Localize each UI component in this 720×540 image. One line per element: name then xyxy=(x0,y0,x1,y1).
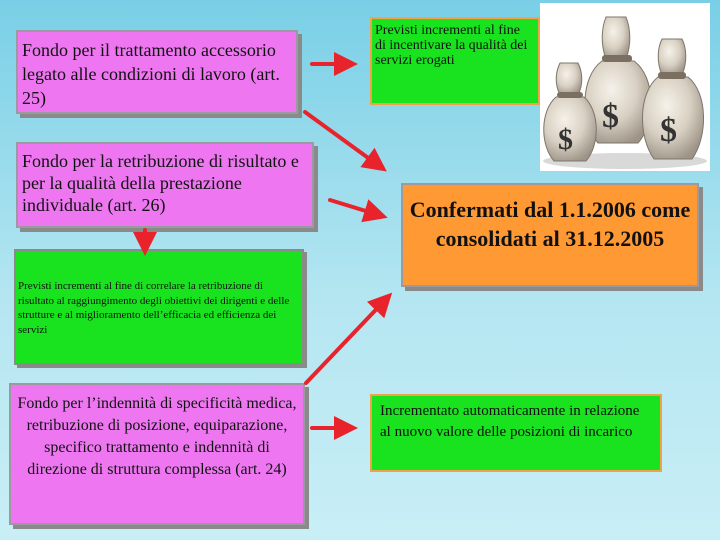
fund-box-medical-allowance xyxy=(9,383,305,525)
note-box-correlate-increase xyxy=(14,249,304,365)
arrow-indennita-to-confermati xyxy=(306,297,388,383)
fund-box-medical-allowance-text: Fondo per l’indennità di specificità medica, retribuzione di posizione, equiparazione, specifico trattamento e indennità di direzione di struttura complessa (art. 24) xyxy=(17,395,297,478)
fund-box-result-pay-text: Fondo per la retribuzione di risultato e per la qualità della prestazione individuale (art. 26) xyxy=(22,151,299,215)
fund-box-working-conditions xyxy=(16,30,298,114)
svg-text:$: $ xyxy=(660,112,677,149)
money-bags-illustration xyxy=(540,3,710,171)
arrow-retribuzione-to-confermati xyxy=(330,200,382,216)
note-box-incentive-increase xyxy=(370,17,540,105)
note-box-incentive-increase-text: Previsti incrementi al fine di incentivare la qualità dei servizi erogati xyxy=(375,23,528,68)
svg-text:$: $ xyxy=(602,98,619,135)
fund-box-result-pay xyxy=(16,142,314,228)
svg-text:$: $ xyxy=(558,123,573,156)
note-box-confirmed-text: Confermati dal 1.1.2006 come consolidati al 31.12.2005 xyxy=(409,197,691,251)
note-box-automatic-increase-text: Incrementato automaticamente in relazione al nuovo valore delle posizioni di incarico xyxy=(380,403,640,440)
fund-box-working-conditions-text: Fondo per il trattamento accessorio legato alle condizioni di lavoro (art. 25) xyxy=(22,40,280,108)
note-box-correlate-increase-text: Previsti incrementi al fine di correlare la retribuzione di risultato al raggiungimento degli obiettivi dei dirigenti e delle strutture e al miglioramento dell’efficacia ed efficienza dei servizi xyxy=(18,280,290,336)
note-box-confirmed xyxy=(401,183,699,287)
note-box-automatic-increase xyxy=(370,394,662,472)
arrow-trattamento-to-confermati xyxy=(305,112,382,168)
